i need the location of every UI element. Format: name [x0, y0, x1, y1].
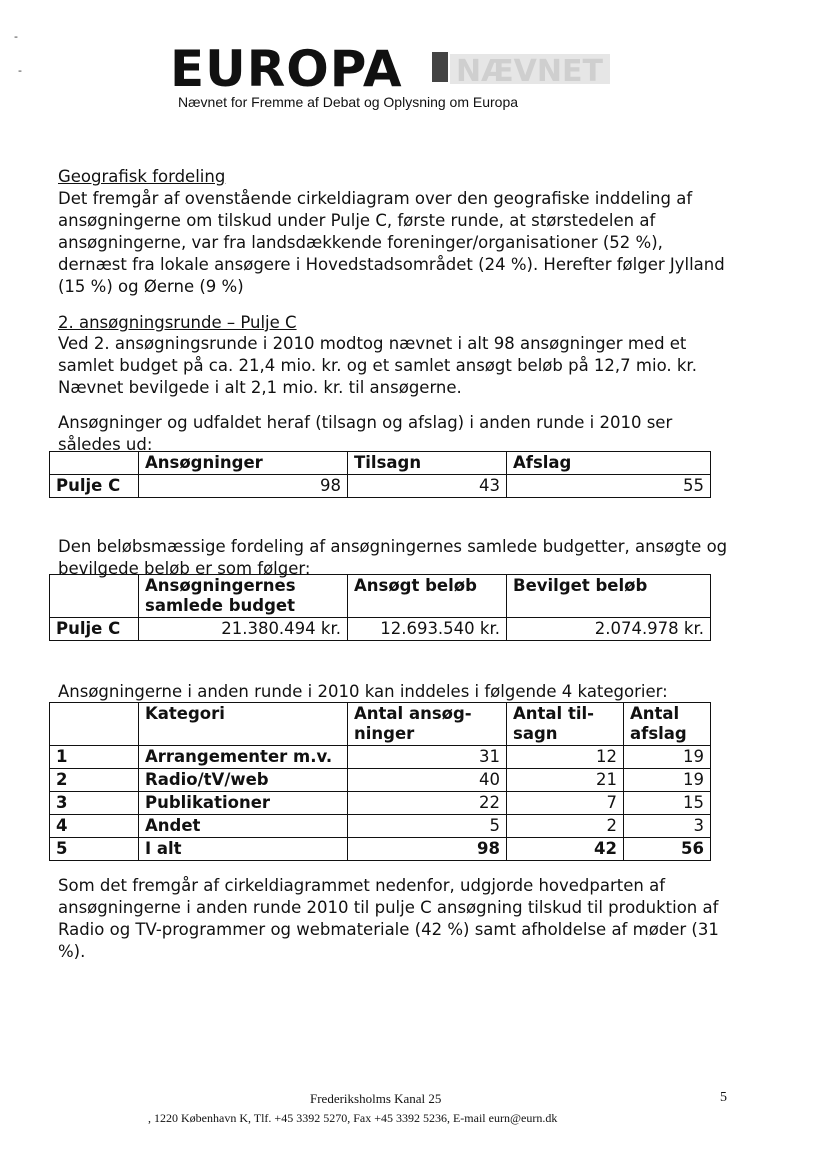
- table-header-row: [50, 452, 711, 475]
- table-header-cell: Tilsagn: [348, 452, 507, 475]
- table-cell: 56: [624, 838, 711, 861]
- category-name: I alt: [139, 838, 348, 861]
- europa-naevnet-logo: [170, 40, 610, 98]
- table-header-cell: Antal afslag: [624, 703, 711, 746]
- table-header-cell: Afslag: [507, 452, 711, 475]
- logo-wordmark: EUROPA: [170, 40, 403, 98]
- table-cell: 7: [507, 792, 624, 815]
- category-name: Radio/tV/web: [139, 769, 348, 792]
- table-cell: 5: [348, 815, 507, 838]
- table-cell: 21: [507, 769, 624, 792]
- footer-contact: , 1220 København K, Tlf. +45 3392 5270, Fax +45 3392 5236, E-mail eurn@eurn.dk: [148, 1111, 558, 1125]
- table-row: [50, 769, 711, 792]
- table-cell: 31: [348, 746, 507, 769]
- footer-address: Frederiksholms Kanal 25: [310, 1091, 442, 1106]
- category-name: Publikationer: [139, 792, 348, 815]
- table-row: [50, 618, 711, 641]
- paragraph-geo: Det fremgår af ovenstående cirkeldiagram over den geografiske inddeling af ansøgningerne om tilskud under Pulje C, første runde, at størstedelen af ansøgningerne, var fra landsdækkende foreninger/organisationer (52 %), dernæst fra lokale ansøgere i Hovedstadsområdet (24 %). Herefter følger Jylland (15 %) og Øerne (9 %): [58, 189, 725, 296]
- table-row: [50, 475, 711, 498]
- table-cell: 43: [348, 475, 507, 498]
- table-cell: 98: [348, 838, 507, 861]
- table-header-cell: [50, 452, 139, 475]
- category-name: Andet: [139, 815, 348, 838]
- row-number: 3: [50, 792, 139, 815]
- table-cell: 22: [348, 792, 507, 815]
- row-number: 2: [50, 769, 139, 792]
- row-number: 4: [50, 815, 139, 838]
- table-row: [50, 815, 711, 838]
- row-number: 1: [50, 746, 139, 769]
- table-cell: 15: [624, 792, 711, 815]
- table-row: [50, 792, 711, 815]
- table-cell: 21.380.494 kr.: [139, 618, 348, 641]
- table-header-cell: [50, 575, 139, 618]
- table-header-cell: [50, 703, 139, 746]
- table-cell: 19: [624, 746, 711, 769]
- table-total-row: [50, 838, 711, 861]
- organization-tagline: Nævnet for Fremme af Debat og Oplysning om Europa: [178, 94, 519, 110]
- table-header-cell: Antal til-sagn: [507, 703, 624, 746]
- section-heading-geo: Geografisk fordeling: [58, 167, 226, 186]
- closing-paragraph: Som det fremgår af cirkeldiagrammet nedenfor, udgjorde hovedparten af ansøgningerne i anden runde 2010 til pulje C ansøgning tilskud til produktion af Radio og TV-programmer og webmateriale (42 %) samt afholdelse af møder (31 %).: [58, 876, 719, 961]
- margin-mark: -: [14, 30, 18, 43]
- table-header-cell: Kategori: [139, 703, 348, 746]
- paragraph-round2: Ved 2. ansøgningsrunde i 2010 modtog nævnet i alt 98 ansøgninger med et samlet budget på ca. 21,4 mio. kr. og et samlet ansøgt beløb på 12,7 mio. kr. Nævnet bevilgede i alt 2,1 mio. kr. til ansøgerne.: [58, 334, 697, 397]
- table-header-cell: Ansøgt beløb: [348, 575, 507, 618]
- table-cell: 19: [624, 769, 711, 792]
- row-number: 5: [50, 838, 139, 861]
- table-cell: 98: [139, 475, 348, 498]
- table-header-cell: Antal ansøg-ninger: [348, 703, 507, 746]
- row-label: Pulje C: [50, 618, 139, 641]
- logo-faded-graphic: [432, 40, 612, 98]
- page-number: 5: [720, 1090, 727, 1105]
- table-header-cell: Bevilget beløb: [507, 575, 711, 618]
- table-cell: 55: [507, 475, 711, 498]
- table-cell: 2: [507, 815, 624, 838]
- table-cell: 40: [348, 769, 507, 792]
- table-cell: 12: [507, 746, 624, 769]
- margin-mark: -: [18, 64, 22, 77]
- table3-intro: Ansøgningerne i anden runde i 2010 kan inddeles i følgende 4 kategorier:: [58, 682, 668, 701]
- table-row: [50, 746, 711, 769]
- budget-distribution-table: [49, 574, 711, 641]
- row-label: Pulje C: [50, 475, 139, 498]
- table1-intro: Ansøgninger og udfaldet heraf (tilsagn og afslag) i anden runde i 2010 ser således ud:: [58, 413, 673, 454]
- category-name: Arrangementer m.v.: [139, 746, 348, 769]
- section-heading-round2: 2. ansøgningsrunde – Pulje C: [58, 313, 297, 332]
- applications-outcome-table: [49, 451, 711, 498]
- table-header-row: [50, 575, 711, 618]
- logo-faded-text: NÆVNET: [456, 54, 603, 89]
- table-header-cell: Ansøgningernes samlede budget: [139, 575, 348, 618]
- table-header-row: [50, 703, 711, 746]
- category-table: [49, 702, 711, 861]
- table-cell: 2.074.978 kr.: [507, 618, 711, 641]
- table-cell: 3: [624, 815, 711, 838]
- table-cell: 12.693.540 kr.: [348, 618, 507, 641]
- table2-intro: Den beløbsmæssige fordeling af ansøgningernes samlede budgetter, ansøgte og bevilgede beløb er som følger:: [58, 537, 728, 578]
- table-header-cell: Ansøgninger: [139, 452, 348, 475]
- table-cell: 42: [507, 838, 624, 861]
